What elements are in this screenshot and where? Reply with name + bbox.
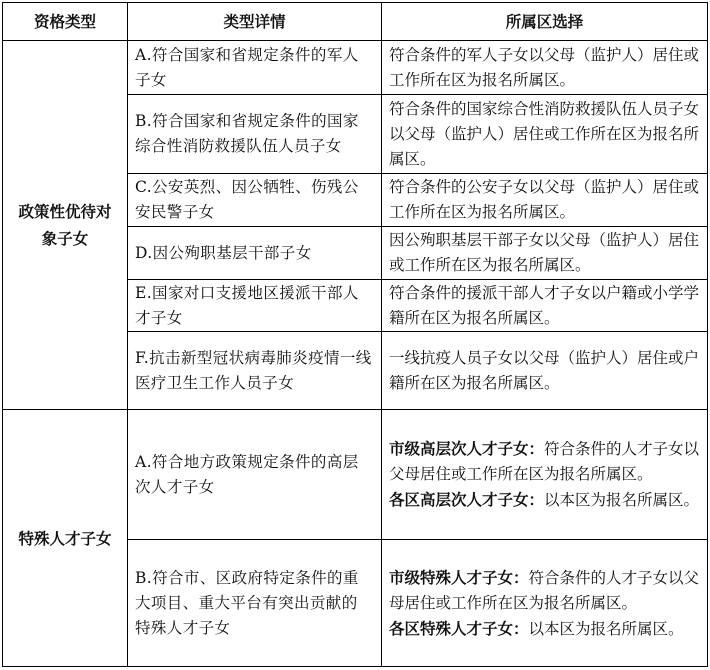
- region-label: 市级特殊人才子女：: [389, 567, 529, 587]
- table-row: [3, 410, 708, 540]
- header-detail: 类型详情: [128, 3, 382, 41]
- region-label: 各区特殊人才子女：: [389, 618, 529, 638]
- detail-cell: D.因公殉职基层干部子女: [128, 227, 382, 280]
- table-row: [3, 41, 708, 95]
- region-cell: 符合条件的国家综合性消防救援队伍人员子女以父母（监护人）居住或工作所在区为报名所属区。: [382, 95, 708, 174]
- eligibility-table: [2, 2, 708, 667]
- category-cell: 特殊人才子女: [3, 410, 128, 667]
- region-cell: 一线抗疫人员子女以父母（监护人）居住或户籍所在区为报名所属区。: [382, 332, 708, 410]
- region-cell: 符合条件的公安子女以父母（监护人）居住或工作所在区为报名所属区。: [382, 174, 708, 227]
- category-cell: 政策性优待对象子女: [3, 41, 128, 410]
- detail-cell: F.抗击新型冠状病毒肺炎疫情一线医疗卫生工作人员子女: [128, 332, 382, 410]
- region-cell: [382, 540, 708, 667]
- table-header-row: [3, 3, 708, 41]
- region-cell: 符合条件的援派干部人才子女以户籍或小学学籍所在区为报名所属区。: [382, 280, 708, 332]
- region-text: 以本区为报名所属区。: [544, 491, 700, 509]
- region-cell: 符合条件的军人子女以父母（监护人）居住或工作所在区为报名所属区。: [382, 41, 708, 95]
- header-region: 所属区选择: [382, 3, 708, 41]
- detail-cell: A.符合地方政策规定条件的高层次人才子女: [128, 410, 382, 540]
- region-text: 符合条件的人才子女以父母居住或工作所在区为报名所属区。: [389, 440, 700, 483]
- region-text: 以本区为报名所属区。: [528, 619, 684, 638]
- detail-cell: C.公安英烈、因公牺牲、伤残公安民警子女: [128, 174, 382, 227]
- detail-cell: E.国家对口支援地区援派干部人才子女: [128, 280, 382, 332]
- detail-cell: B.符合国家和省规定条件的国家综合性消防救援队伍人员子女: [128, 95, 382, 174]
- region-label: 各区高层次人才子女：: [389, 490, 545, 509]
- region-cell: 因公殉职基层干部子女以父母（监护人）居住或工作所在区为报名所属区。: [382, 227, 708, 280]
- region-text: 符合条件的人才子女以父母居住或工作所在区为报名所属区。: [389, 568, 700, 612]
- region-cell: [382, 410, 708, 540]
- region-label: 市级高层次人才子女：: [389, 439, 545, 458]
- header-type: 资格类型: [3, 3, 128, 41]
- detail-cell: A.符合国家和省规定条件的军人子女: [128, 41, 382, 95]
- detail-cell: B.符合市、区政府特定条件的重大项目、重大平台有突出贡献的特殊人才子女: [128, 540, 382, 667]
